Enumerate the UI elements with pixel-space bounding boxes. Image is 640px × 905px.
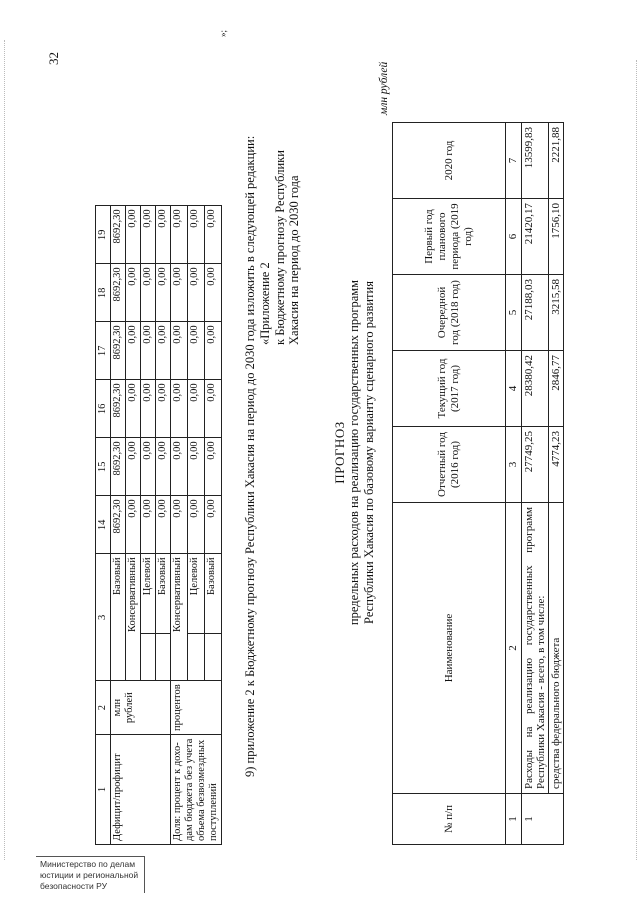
unit-label: процентов	[171, 681, 222, 735]
scenario-label: Целевой	[188, 554, 205, 634]
value-cell: 0,00	[156, 496, 171, 554]
value-cell: 8692,30	[111, 206, 126, 264]
table-row	[549, 123, 564, 845]
column-number: 3	[506, 427, 522, 503]
value-cell: 27188,03	[522, 275, 549, 351]
header-cell: 19	[96, 206, 111, 264]
indicators-table	[95, 205, 222, 845]
table-row	[522, 123, 549, 845]
header-cell: 2	[96, 681, 111, 735]
value-cell: 0,00	[205, 496, 222, 554]
empty-cell	[188, 634, 205, 681]
header-cell: Отчетный год (2016 год)	[393, 427, 506, 503]
header-cell: 16	[96, 380, 111, 438]
value-cell: 0,00	[188, 496, 205, 554]
row-number: 1	[522, 794, 564, 845]
scenario-label: Целевой	[141, 554, 156, 634]
value-cell: 0,00	[141, 206, 156, 264]
indicator-label: Дефицит/профицит	[111, 735, 171, 845]
paragraph-9: 9) приложение 2 к Бюджетному прогнозу Республики Хакасия на период до 2030 года изложить в следующей редакции:	[243, 135, 257, 777]
page-number: 32	[46, 52, 61, 65]
value-cell: 2221,88	[549, 123, 564, 199]
value-cell: 4774,23	[549, 427, 564, 503]
scenario-label: Консервативный	[171, 554, 188, 681]
value-cell: 2846,77	[549, 351, 564, 427]
value-cell: 0,00	[171, 438, 188, 496]
column-number: 7	[506, 123, 522, 199]
header-cell: 14	[96, 496, 111, 554]
appendix-line: к Бюджетному прогнозу Республики	[272, 150, 287, 345]
value-cell: 8692,30	[111, 380, 126, 438]
value-cell: 0,00	[188, 206, 205, 264]
value-cell: 0,00	[126, 380, 141, 438]
value-cell: 0,00	[205, 264, 222, 322]
value-cell: 0,00	[188, 438, 205, 496]
value-cell: 8692,30	[111, 496, 126, 554]
stamp-line: Министерство по делам	[40, 859, 136, 869]
value-cell: 0,00	[141, 380, 156, 438]
value-cell: 0,00	[156, 322, 171, 380]
header-cell: 2020 год	[393, 123, 506, 199]
value-cell: 0,00	[171, 380, 188, 438]
header-cell: Текущий год (2017 год)	[393, 351, 506, 427]
forecast-subtitle: предельных расходов на реализацию государственных программ	[347, 279, 361, 626]
value-cell: 21420,17	[522, 199, 549, 275]
value-cell: 0,00	[126, 496, 141, 554]
scenario-label: Базовый	[156, 554, 171, 634]
stamp-line: юстиции и региональной	[40, 870, 139, 880]
unit-label: млн рублей	[111, 681, 171, 735]
closing-quote-mark: »;	[218, 29, 228, 37]
value-cell: 0,00	[156, 380, 171, 438]
column-number: 2	[506, 503, 522, 794]
row-name: средства федерального бюджета	[549, 503, 564, 794]
forecast-table	[392, 122, 564, 845]
table-row	[111, 206, 126, 845]
value-cell: 0,00	[205, 438, 222, 496]
table-header-row	[96, 206, 111, 845]
ministry-stamp	[30, 856, 144, 896]
scenario-label: Консервативный	[126, 554, 141, 681]
column-number: 6	[506, 199, 522, 275]
header-cell: 17	[96, 322, 111, 380]
value-cell: 8692,30	[111, 438, 126, 496]
table-row	[171, 206, 188, 845]
value-cell: 0,00	[188, 264, 205, 322]
header-cell: Очередной год (2018 год)	[393, 275, 506, 351]
indicator-label: Доля: процент к дохо-дам бюджета без учета объема безвозмездных поступлений	[171, 735, 222, 845]
value-cell: 0,00	[141, 496, 156, 554]
empty-cell	[205, 634, 222, 681]
value-cell: 0,00	[171, 206, 188, 264]
value-cell: 0,00	[141, 438, 156, 496]
appendix-header	[258, 150, 302, 345]
forecast-title: ПРОГНОЗ	[332, 421, 347, 484]
value-cell: 0,00	[141, 322, 156, 380]
column-number: 4	[506, 351, 522, 427]
header-cell: Наименование	[393, 503, 506, 794]
header-cell: Первый год планового периода (2019 год)	[393, 199, 506, 275]
value-cell: 0,00	[156, 206, 171, 264]
empty-cell	[156, 634, 171, 681]
table-header-row	[393, 123, 506, 845]
value-cell: 0,00	[171, 264, 188, 322]
value-cell: 0,00	[126, 206, 141, 264]
scenario-label: Базовый	[111, 554, 126, 681]
value-cell: 0,00	[126, 322, 141, 380]
header-cell: 15	[96, 438, 111, 496]
value-cell: 28380,42	[522, 351, 549, 427]
forecast-subtitle: Республики Хакасия по базовому варианту сценарного развития	[362, 281, 376, 624]
stamp-line: безопасности РУ	[40, 881, 107, 891]
value-cell: 0,00	[171, 496, 188, 554]
units-label: млн рублей	[378, 61, 390, 115]
column-number: 5	[506, 275, 522, 351]
appendix-line: «Приложение 2	[258, 262, 272, 345]
value-cell: 0,00	[188, 380, 205, 438]
value-cell: 0,00	[188, 322, 205, 380]
value-cell: 0,00	[205, 206, 222, 264]
value-cell: 8692,30	[111, 322, 126, 380]
column-number-row	[506, 123, 522, 845]
scenario-label: Базовый	[205, 554, 222, 634]
appendix-line: Хакасия на период до 2030 года	[287, 175, 301, 345]
value-cell: 0,00	[156, 264, 171, 322]
header-cell: 18	[96, 264, 111, 322]
header-cell: № п/п	[393, 794, 506, 845]
header-cell: 1	[96, 735, 111, 845]
value-cell: 0,00	[205, 322, 222, 380]
value-cell: 0,00	[141, 264, 156, 322]
value-cell: 8692,30	[111, 264, 126, 322]
value-cell: 0,00	[126, 264, 141, 322]
value-cell: 27749,25	[522, 427, 549, 503]
value-cell: 0,00	[126, 438, 141, 496]
value-cell: 3215,58	[549, 275, 564, 351]
value-cell: 1756,10	[549, 199, 564, 275]
row-name: Расходы на реализацию государственных программ Республики Хакасия - всего, в том числе:	[522, 503, 549, 794]
empty-cell	[141, 634, 156, 681]
column-number: 1	[506, 794, 522, 845]
value-cell: 0,00	[171, 322, 188, 380]
header-cell: 3	[96, 554, 111, 681]
value-cell: 13599,83	[522, 123, 549, 199]
value-cell: 0,00	[205, 380, 222, 438]
value-cell: 0,00	[156, 438, 171, 496]
